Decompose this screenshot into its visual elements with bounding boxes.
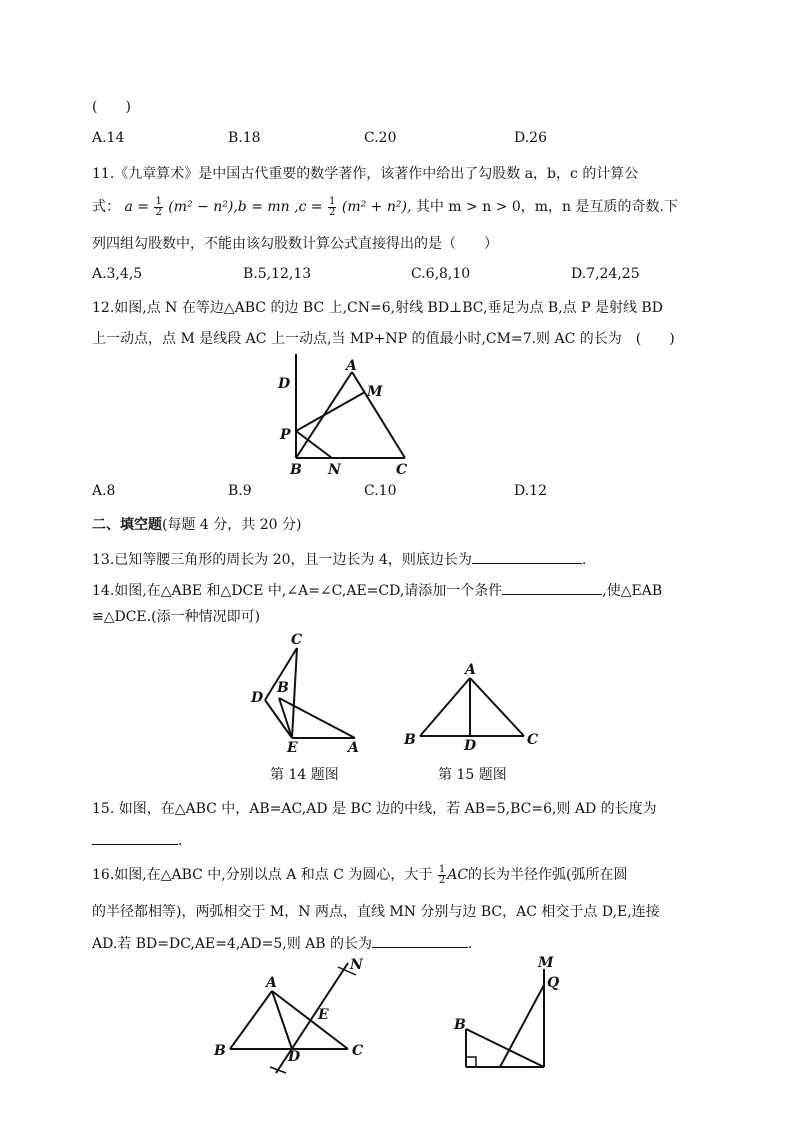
q16-ac: AC xyxy=(447,867,469,883)
q11-frac-1: $\frac{1}{2}$ xyxy=(155,195,162,218)
fig14-caption: 第 14 题图 xyxy=(270,767,339,783)
q11-formula-bc: (m² − n²),b = mn ,c = xyxy=(168,199,323,215)
segment-de xyxy=(265,700,292,738)
q11-line2 xyxy=(92,196,678,218)
fig16-label-n: N xyxy=(350,957,363,973)
q10-option-b: B.18 xyxy=(228,130,261,146)
q16-answer-blank[interactable] xyxy=(372,933,468,948)
fig16 xyxy=(210,955,380,1075)
section-2-note: (每题 4 分，共 20 分) xyxy=(162,517,302,533)
fig17-label-m: M xyxy=(538,955,554,971)
label-d: D xyxy=(278,376,291,392)
q15-line1: 15. 如图，在△ABC 中，AB=AC,AD 是 BC 边的中线，若 AB=5,BC=6,则 AD 的长度为 xyxy=(92,801,657,817)
q11-line2-suffix: 其中 m > n > 0，m，n 是互质的奇数.下 xyxy=(415,199,678,215)
fig14-label-e: E xyxy=(287,740,298,752)
segment-pm xyxy=(296,392,365,431)
q12-option-c: C.10 xyxy=(364,483,397,499)
fig16-label-b: B xyxy=(214,1043,226,1059)
right-angle-mark xyxy=(466,1057,476,1067)
q10-option-d: D.26 xyxy=(514,130,547,146)
q11-option-a: A.3,4,5 xyxy=(92,266,143,282)
q16-text-c: AD.若 BD=DC,AE=4,AD=5,则 AB 的长为 xyxy=(92,936,373,952)
q14-text-a: 14.如图,在△ABE 和△DCE 中,∠A=∠C,AE=CD,请添加一个条件 xyxy=(92,583,503,599)
segment-pn xyxy=(296,431,332,458)
q16-frac: $\frac{1}{2}$ xyxy=(438,863,446,886)
fig15-label-c: C xyxy=(527,732,539,748)
q14-text-b: ,使△EAB xyxy=(602,583,663,599)
label-a: A xyxy=(346,358,357,374)
fig16-label-d: D xyxy=(288,1049,301,1065)
q14-answer-blank[interactable] xyxy=(502,580,602,595)
q14-line1 xyxy=(92,580,662,600)
segment-b-diagonal xyxy=(466,1029,544,1067)
fig15-label-d: D xyxy=(464,738,477,752)
fig15-caption: 第 15 题图 xyxy=(438,767,507,783)
line-mn xyxy=(276,963,348,1073)
label-b: B xyxy=(290,462,302,478)
segment-ab xyxy=(230,991,272,1049)
arc-mark-bottom xyxy=(270,1067,286,1073)
q16-text-b: 的长为半径作弧(弧所在圆 xyxy=(468,867,628,883)
q12-option-a: A.8 xyxy=(92,483,116,499)
q15-answer-blank[interactable] xyxy=(92,830,178,845)
q16-line3 xyxy=(92,933,472,953)
q12-option-b: B.9 xyxy=(228,483,252,499)
q16-text-a: 16.如图,在△ABC 中,分别以点 A 和点 C 为圆心，大于 xyxy=(92,867,433,883)
label-c: C xyxy=(396,462,408,478)
fig16-label-c: C xyxy=(352,1043,364,1059)
q13-answer-blank[interactable] xyxy=(472,549,582,564)
fig16-label-e: E xyxy=(318,1007,329,1023)
q15-end: . xyxy=(178,833,183,849)
segment-ce xyxy=(292,648,297,738)
segment-q-diagonal xyxy=(500,985,544,1067)
q16-end: . xyxy=(468,936,473,952)
q12-line1: 12.如图,点 N 在等边△ABC 的边 BC 上,CN=6,射线 BD⊥BC,垂足为点 B,点 P 是射线 BD xyxy=(92,300,663,316)
q11-option-d: D.7,24,25 xyxy=(571,266,640,282)
q16-line2: 的半径都相等)，两弧相交于 M，N 两点，直线 MN 分别与边 BC，AC 相交于点 D,E,连接 xyxy=(92,904,660,920)
fig17-label-b: B xyxy=(454,1017,466,1033)
fig15 xyxy=(400,660,550,752)
fig15-label-a: A xyxy=(465,662,476,678)
section-2-heading xyxy=(92,514,301,534)
q10-option-a: A.14 xyxy=(92,130,125,146)
q11-formula-c: (m² + n²), xyxy=(341,199,412,215)
q13-line xyxy=(92,549,586,569)
label-m: M xyxy=(367,384,383,400)
segment-ab xyxy=(420,678,470,736)
q11-line2-prefix: 式： xyxy=(92,199,120,215)
q11-line3: 列四组勾股数中，不能由该勾股数计算公式直接得出的是（ ） xyxy=(92,236,498,252)
q11-formula-a: a = xyxy=(124,199,149,215)
fig14 xyxy=(245,630,365,752)
q12-option-d: D.12 xyxy=(514,483,547,499)
fig14-label-d: D xyxy=(251,690,264,706)
q10-paren: ( ) xyxy=(92,99,131,115)
fig15-label-b: B xyxy=(404,732,416,748)
section-2-title: 二、填空题 xyxy=(92,517,162,533)
q15-line2 xyxy=(92,830,182,849)
q16-line1 xyxy=(92,864,628,886)
fig14-label-b: B xyxy=(277,680,289,696)
fig17-label-q: Q xyxy=(547,975,560,991)
label-p: P xyxy=(280,427,291,443)
fig14-label-c: C xyxy=(291,632,303,648)
fig14-label-a: A xyxy=(348,740,359,752)
q11-line1: 11.《九章算术》是中国古代重要的数学著作，该著作中给出了勾股数 a，b，c 的计算公 xyxy=(92,166,639,182)
segment-ac xyxy=(470,678,524,736)
q11-option-b: B.5,12,13 xyxy=(243,266,312,282)
q10-option-c: C.20 xyxy=(364,130,397,146)
fig17 xyxy=(450,955,560,1075)
q11-option-c: C.6,8,10 xyxy=(411,266,471,282)
q12-line2: 上一动点，点 M 是线段 AC 上一动点,当 MP+NP 的值最小时,CM=7.则 AC 的长为 ( ) xyxy=(92,331,675,347)
q13-text: 13.已知等腰三角形的周长为 20，且一边长为 4，则底边长为 xyxy=(92,552,472,568)
q11-frac-2: $\frac{1}{2}$ xyxy=(329,195,336,218)
q12-figure xyxy=(270,348,430,478)
q13-end: . xyxy=(581,552,587,568)
fig16-label-a: A xyxy=(266,975,277,991)
q14-line2: ≌△DCE.(添一种情况即可) xyxy=(92,609,261,625)
label-n: N xyxy=(328,462,341,478)
